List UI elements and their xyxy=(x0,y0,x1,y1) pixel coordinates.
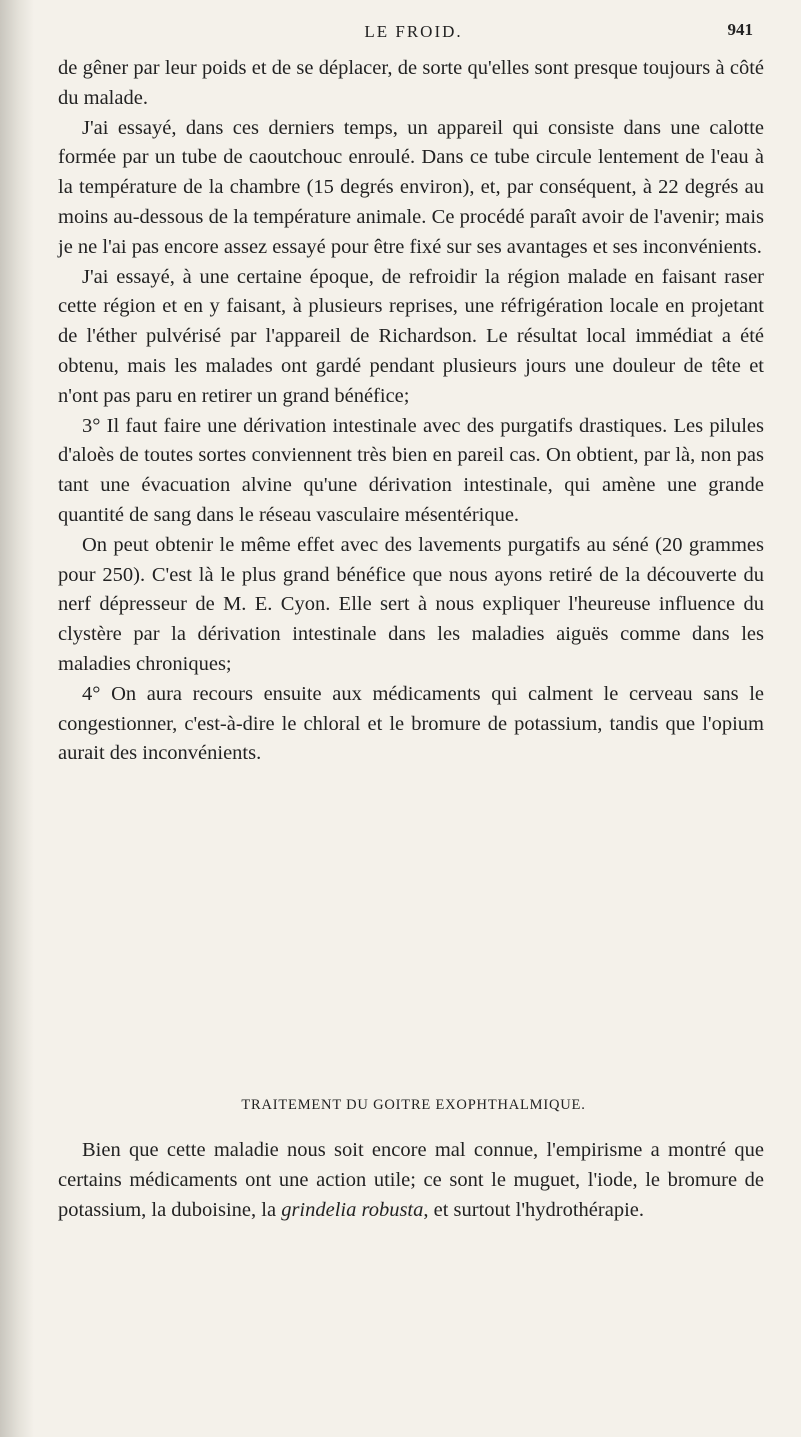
binding-shadow xyxy=(0,0,34,1437)
section-heading: TRAITEMENT DU GOITRE EXOPHTHALMIQUE. xyxy=(241,1097,586,1113)
paragraph-5: On peut obtenir le même effet avec des lavements purgatifs au séné (20 grammes pour 250). C'est là le plus grand bénéfice que nous ayons retiré de la découverte du nerf dépresseur de M. E. Cyon. Elle sert à nous expliquer l'heureuse influence du clystère par la dérivation intestinale dans les maladies aiguës comme dans les maladies chroniques; xyxy=(58,533,764,675)
section-paragraph xyxy=(58,1136,764,1225)
section-paragraph-end: , et surtout l'hydrothérapie. xyxy=(423,1198,644,1221)
running-title: LE FROID. xyxy=(364,22,463,41)
plant-name: grindelia robusta xyxy=(281,1198,424,1221)
running-head xyxy=(46,22,781,46)
main-text xyxy=(58,54,764,769)
book-page xyxy=(46,0,781,1437)
page-number: 941 xyxy=(727,20,753,39)
paragraph-3: J'ai essayé, à une certaine époque, de refroidir la région malade en faisant raser cette région et en y faisant, à plusieurs reprises, une réfrigération locale en projetant de l'éther pulvérisé par l'appareil de Richardson. Le résultat local immédiat a été obtenu, mais les malades ont gardé pendant plusieurs jours une douleur de tête et n'ont pas paru en retirer un grand bénéfice; xyxy=(58,265,764,407)
paragraph-1: de gêner par leur poids et de se déplacer, de sorte qu'elles sont presque toujours à côté du malade. xyxy=(58,57,764,109)
section-text xyxy=(58,1136,764,1225)
section-paragraph-start: Bien que cette maladie nous soit encore mal connue, l'empirisme a montré que certains médicaments ont une action utile; ce sont le muguet, l'iode, le bromure de potassium, la duboisine, la xyxy=(58,1139,764,1221)
paragraph-6: 4° On aura recours ensuite aux médicaments qui calment le cerveau sans le congestionner, c'est-à-dire le chloral et le bromure de potassium, tandis que l'opium aurait des inconvénients. xyxy=(58,682,764,765)
paragraph-2: J'ai essayé, dans ces derniers temps, un appareil qui consiste dans une calotte formée par un tube de caoutchouc enroulé. Dans ce tube circule lentement de l'eau à la température de la chambre (15 degrés environ), et, par conséquent, à 22 degrés au moins au-dessous de la température animale. Ce procédé paraît avoir de l'avenir; mais je ne l'ai pas encore assez essayé pour être fixé sur ses avantages et ses inconvénients. xyxy=(58,116,764,258)
paragraph-4: 3° Il faut faire une dérivation intestinale avec des purgatifs drastiques. Les pilules d'aloès de toutes sortes conviennent très bien en pareil cas. On obtient, par là, non pas tant une évacuation alvine qu'une dérivation intestinale, qui amène une grande quantité de sang dans le réseau vasculaire mésentérique. xyxy=(58,414,764,526)
